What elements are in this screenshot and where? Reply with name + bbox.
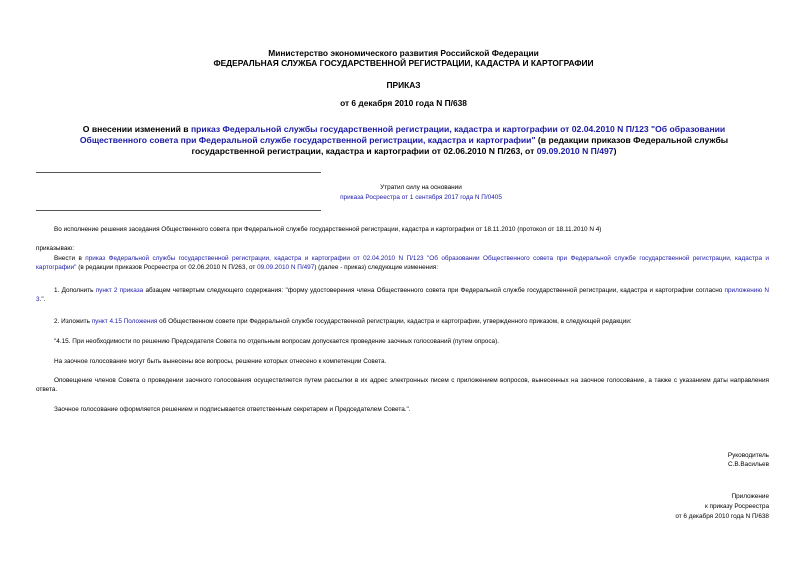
p4-link-point-2[interactable]: пункт 2 приказа [95,287,144,294]
doc-type: ПРИКАЗ [386,80,421,90]
p3-link-order-497[interactable]: 09.09.2010 N П/497 [257,264,315,271]
lapsed-link-line [36,193,806,203]
paragraph-formalization: Заочное голосование оформляется решением и подписывается ответственным секретарем и Председателем Совета.". [54,406,411,413]
paragraph-item-1 [36,286,769,304]
appendix-label: Приложение [731,493,769,500]
paragraph-amend [36,254,769,272]
paragraph-absentee-questions: На заочное голосование могут быть вынесены все вопросы, решение которых отнесено к компетенции Совета. [54,358,387,365]
p3-text-b: (в редакции приказов Росреестра от 02.06.2010 N П/263, от [76,264,258,271]
paragraph-item-2 [36,317,769,326]
p3-text-a: Внести в [54,255,86,262]
signature-role: Руководитель [727,452,769,459]
title-text-2: (в редакции приказов Федеральной службы государственной регистрации, кадастра и картографии от 02.06.2010 N П/263, от [191,135,729,156]
paragraph-basis: Во исполнение решения заседания Общественного совета при Федеральной службе государственной регистрации, кадастра и картографии от 18.11.2010 (протокол от 18.11.2010 N 4) [54,226,602,233]
p3-link-order-123[interactable]: приказ Федеральной службы государственной регистрации, кадастра и картографии от 02.04.2010 N П/123 "Об образовании Общественного совета при Федеральной службе государственной регистрации, кадастра и картографии" [36,255,769,271]
p4-text-a: 1. Дополнить [54,287,96,294]
paragraph-order: приказываю: [36,245,74,252]
p4-text-c: .". [39,296,46,303]
title-text-1: О внесении изменений в [82,124,191,134]
p4-text-b: абзацем четвертым следующего содержания: "форму удостоверения члена Общественного совета при Федеральной службе государственной регистрации, кадастра и картографии согласно [143,287,725,294]
lapsed-link[interactable]: приказа Росреестра от 1 сентября 2017 года N П/0405 [340,194,502,201]
p5-link-point-4-15[interactable]: пункт 4.15 Положения [91,318,158,325]
doc-date: от 6 декабря 2010 года N П/638 [340,98,467,108]
appendix-date: от 6 декабря 2010 года N П/638 [675,513,769,520]
appendix-ref: к приказу Росреестра [704,503,769,510]
title-text-3: ) [613,146,617,156]
signature-name: С.В.Васильев [727,461,769,468]
title-link-order-123[interactable]: приказ Федеральной службы государственной регистрации, кадастра и картографии от 02.04.2010 N П/123 "Об образовании Общественного совета при Федеральной службе государственной регистрации, кадастра и картографии" [79,124,726,145]
doc-title [60,124,748,157]
service-name: ФЕДЕРАЛЬНАЯ СЛУЖБА ГОСУДАРСТВЕННОЙ РЕГИСТРАЦИИ, КАДАСТРА И КАРТОГРАФИИ [213,58,594,68]
paragraph-4-15: "4.15. При необходимости по решению Председателя Совета по отдельным вопросам допускается проведение заочных голосований (путем опроса). [54,338,500,345]
p5-text-b: об Общественном совете при Федеральной службе государственной регистрации, кадастра и картографии, утвержденного приказом, в следующей редакции: [157,318,632,325]
p5-text-a: 2. Изложить [54,318,92,325]
title-link-order-497[interactable]: 09.09.2010 N П/497 [536,146,614,156]
lapsed-note: Утратил силу на основании [380,184,462,191]
divider-bottom [36,210,321,211]
paragraph-notification: Оповещение членов Совета о проведении заочного голосования осуществляется путем рассылки в их адрес электронных писем с приложением вопросов, вынесенных на заочное голосование, а также с указанием даты направления ответа. [36,377,769,393]
ministry-name: Министерство экономического развития Российской Федерации [268,48,539,58]
divider-top [36,172,321,173]
p3-text-c: ) (далее - приказ) следующие изменения: [314,264,439,271]
p4-link-appendix-3[interactable]: приложению N 3 [36,287,769,303]
